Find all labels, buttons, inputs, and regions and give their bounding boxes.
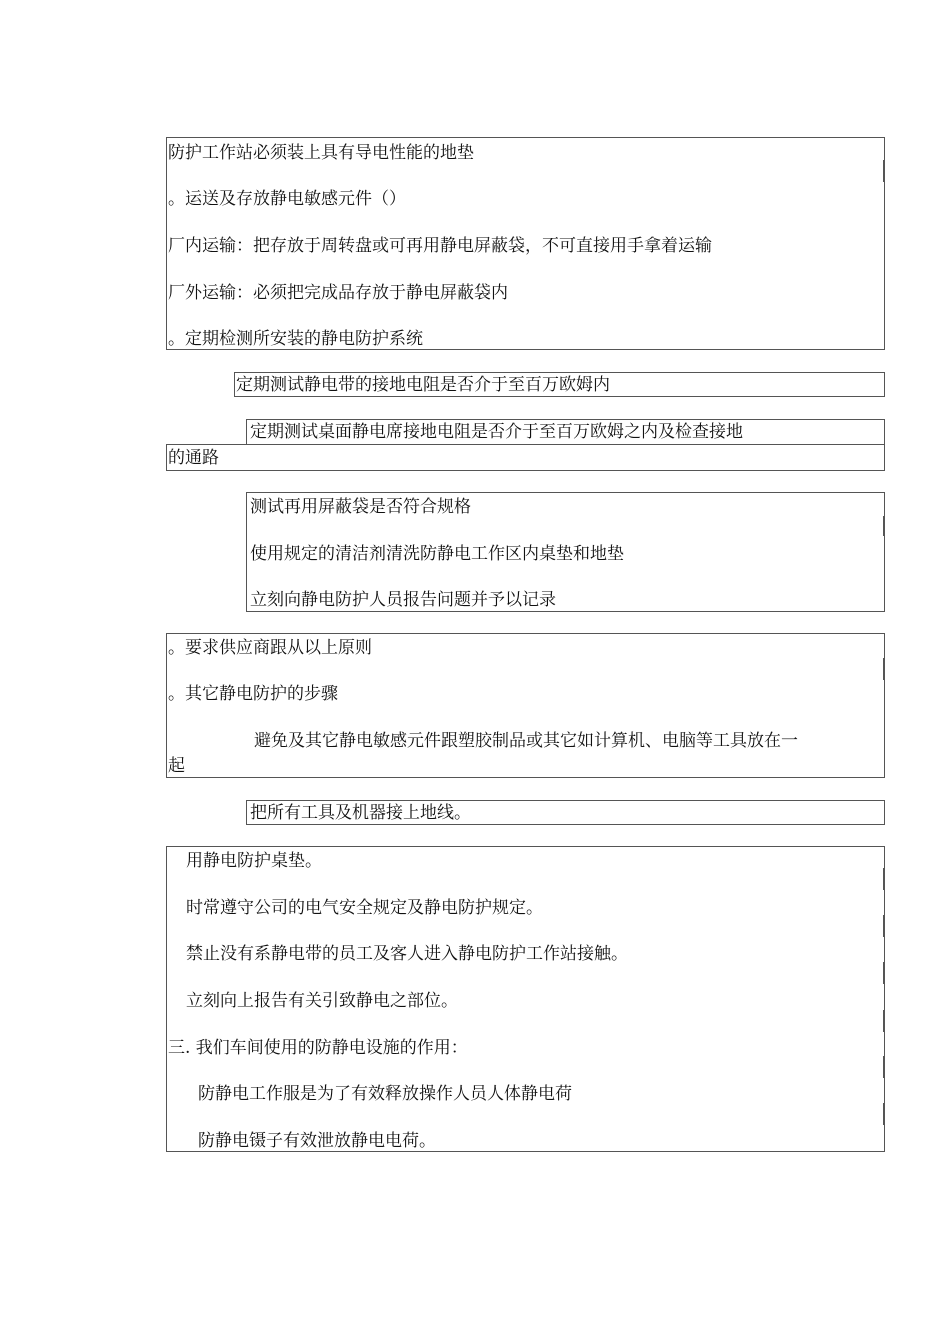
text-line: 立刻向静电防护人员报告问题并予以记录: [250, 590, 556, 610]
text-line: 防静电工作服是为了有效释放操作人员人体静电荷: [198, 1084, 572, 1104]
text-line: 用静电防护桌垫。: [186, 851, 322, 871]
text-line: 起: [168, 756, 185, 776]
right-margin-tick: [883, 1103, 884, 1125]
text-line: 定期测试桌面静电席接地电阻是否介于至百万欧姆之内及检查接地: [250, 422, 743, 442]
text-line: 把所有工具及机器接上地线。: [250, 803, 471, 823]
text-line: 。要求供应商跟从以上原则: [168, 638, 372, 658]
right-margin-tick: [883, 160, 884, 182]
text-line: 。其它静电防护的步骤: [168, 684, 338, 704]
text-line: 时常遵守公司的电气安全规定及静电防护规定。: [186, 898, 543, 918]
right-margin-tick: [883, 1010, 884, 1032]
text-line: 防静电镊子有效泄放静电电荷。: [198, 1131, 436, 1151]
text-line: 禁止没有系静电带的员工及客人进入静电防护工作站接触。: [186, 944, 628, 964]
text-line: 定期测试静电带的接地电阻是否介于至百万欧姆内: [236, 375, 610, 395]
text-line: 三. 我们车间使用的防静电设施的作用：: [168, 1038, 468, 1058]
text-line: 测试再用屏蔽袋是否符合规格: [250, 497, 471, 517]
text-line: 防护工作站必须装上具有导电性能的地垫: [168, 143, 474, 163]
section-box-3-left-edge: [246, 419, 247, 444]
section-box-3-top-edge: [246, 419, 885, 420]
text-line: 避免及其它静电敏感元件跟塑胶制品或其它如计算机、电脑等工具放在一: [254, 731, 798, 751]
text-line: 。运送及存放静电敏感元件（）: [168, 189, 406, 209]
right-margin-tick: [883, 1056, 884, 1078]
text-line: 。定期检测所安装的静电防护系统: [168, 329, 423, 349]
text-line: 的通路: [168, 448, 219, 468]
section-box-3-left-mask: [166, 419, 246, 444]
right-margin-tick: [883, 915, 884, 937]
text-line: 使用规定的清洁剂清洗防静电工作区内桌垫和地垫: [250, 544, 624, 564]
right-margin-tick: [883, 962, 884, 984]
text-line: 立刻向上报告有关引致静电之部位。: [186, 991, 458, 1011]
text-line: 厂外运输：必须把完成品存放于静电屏蔽袋内: [168, 283, 508, 303]
text-line: 厂内运输：把存放于周转盘或可再用静电屏蔽袋，不可直接用手拿着运输: [168, 236, 712, 256]
right-margin-tick: [883, 658, 884, 680]
section-box-3-divider: [166, 444, 885, 445]
right-margin-tick: [883, 868, 884, 890]
right-margin-tick: [883, 516, 884, 536]
